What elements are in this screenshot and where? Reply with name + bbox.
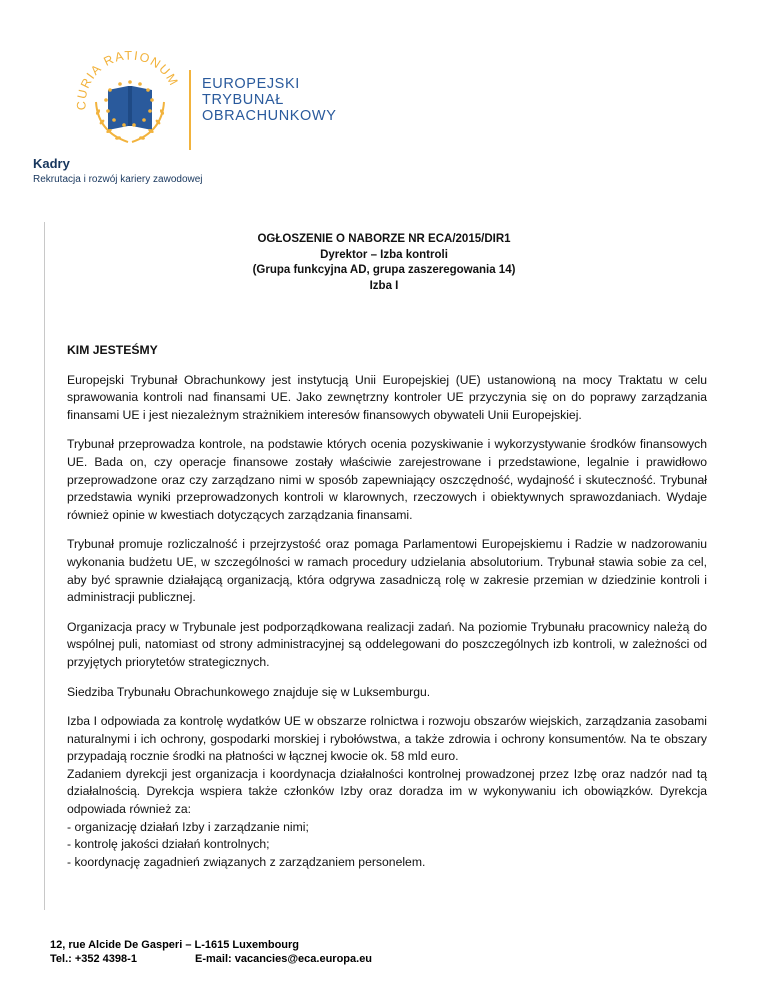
logo-org-name [202, 76, 337, 124]
notice-heading [0, 232, 768, 294]
paragraph-3: Trybunał promuje rozliczalność i przejrzystość oraz pomaga Parlamentowi Europejskiemu i Radzie w nadzorowaniu wykonania budżetu UE, w szczególności w ramach procedury udzielania absolutorium. Trybunał stawia sobie za cel, aby być sprawnie działającą organizacją, która odgrywa zasadniczą rolę w zakresie przemian w dziedzinie kontroli i administracji publicznej. [67, 537, 707, 605]
footer-email[interactable]: E-mail: vacancies@eca.europa.eu [195, 953, 373, 965]
seal-arc-textpath: CURIA RATIONUM [74, 48, 182, 111]
footer-tel: Tel.: +352 4398-1 [50, 953, 137, 965]
paragraph-4: Organizacja pracy w Trybunale jest podporządkowana realizacji zadań. Na poziomie Trybunału pracownicy należą do wspólnej puli, natomiast od strony administracyjnej są oddelegowani do poszczególnych izb kontroli, w zależności od przyjętych priorytetów strategicznych. [67, 619, 707, 669]
duties-list [67, 819, 707, 872]
paragraph-1: Europejski Trybunał Obrachunkowy jest instytucją Unii Europejskiej (UE) ustanowioną na mocy Traktatu w celu sprawowania kontroli nad finansami UE. Jako zewnętrzny kontroler UE przyczynia się on do poprawy zarządzania finansami UE i jest niezależnym strażnikiem interesów finansowych obywateli Unii Europejskiej. [67, 372, 707, 422]
paragraph-2: Trybunał przeprowadza kontrole, na podstawie których ocenia pozyskiwanie i wykorzystywanie środków finansowych UE. Bada on, czy operacje finansowe zostały właściwie zarejestrowane i przedstawione, legalnie i prawidłowo przeprowadzone oraz czy zarządzano nimi w sposób zapewniający oszczędność, wydajność i skuteczność. Trybunał przedstawia wyniki przeprowadzonych kontroli w klarownych, rzeczowych i obiektywnych sprawozdaniach. Wydaje również opinie w kwestiach dotyczących zarządzania finansami. [67, 437, 707, 522]
logo-divider [189, 70, 191, 150]
logo-line-3: OBRACHUNKOWY [202, 108, 337, 124]
list-item: - organizację działań Izby i zarządzanie nimi; [67, 819, 309, 834]
notice-position: Dyrektor – Izba kontroli [320, 248, 448, 261]
logo-line-1: EUROPEJSKI [202, 76, 300, 92]
list-item: - kontrolę jakości działań kontrolnych; [67, 837, 270, 852]
department-title: Kadry [33, 156, 70, 171]
department-subtitle: Rekrutacja i rozwój kariery zawodowej [33, 174, 203, 185]
eca-seal-icon [70, 40, 190, 150]
logo-line-2: TRYBUNAŁ [202, 92, 284, 108]
notice-number: OGŁOSZENIE O NABORZE NR ECA/2015/DIR1 [257, 233, 511, 245]
document-body [67, 342, 707, 871]
paragraph-7: Zadaniem dyrekcji jest organizacja i koordynacja działalności kontrolnej prowadzonej przez Izbę oraz nadzór nad tą działalnością. Dyrekcja wspiera także członków Izby oraz doradza im w wykonywaniu ich obowiązków. Dyrekcja odpowiada również za: [67, 766, 707, 817]
footer-contact [50, 952, 372, 966]
book-icon [108, 86, 152, 130]
margin-rule [44, 222, 45, 910]
section-title: KIM JESTEŚMY [67, 343, 158, 357]
notice-grade: (Grupa funkcyjna AD, grupa zaszeregowania 14) [252, 264, 516, 276]
list-item: - koordynację zagadnień związanych z zarządzaniem personelem. [67, 854, 426, 869]
paragraph-6: Izba I odpowiada za kontrolę wydatków UE w obszarze rolnictwa i rozwoju obszarów wiejskich, zarządzania zasobami naturalnymi i ich ochrony, gospodarki morskiej i rybołówstwa, a także zdrowia i ochrony konsumentów. Na te obszary przypadają rocznie środki na płatności w łącznej kwocie ok. 58 mld euro. [67, 714, 707, 764]
notice-chamber: Izba I [369, 279, 399, 292]
footer-address: 12, rue Alcide De Gasperi – L-1615 Luxembourg [50, 939, 300, 951]
eca-logo [70, 40, 400, 150]
footer [50, 938, 372, 966]
paragraph-5: Siedziba Trybunału Obrachunkowego znajduje się w Luksemburgu. [67, 684, 431, 699]
